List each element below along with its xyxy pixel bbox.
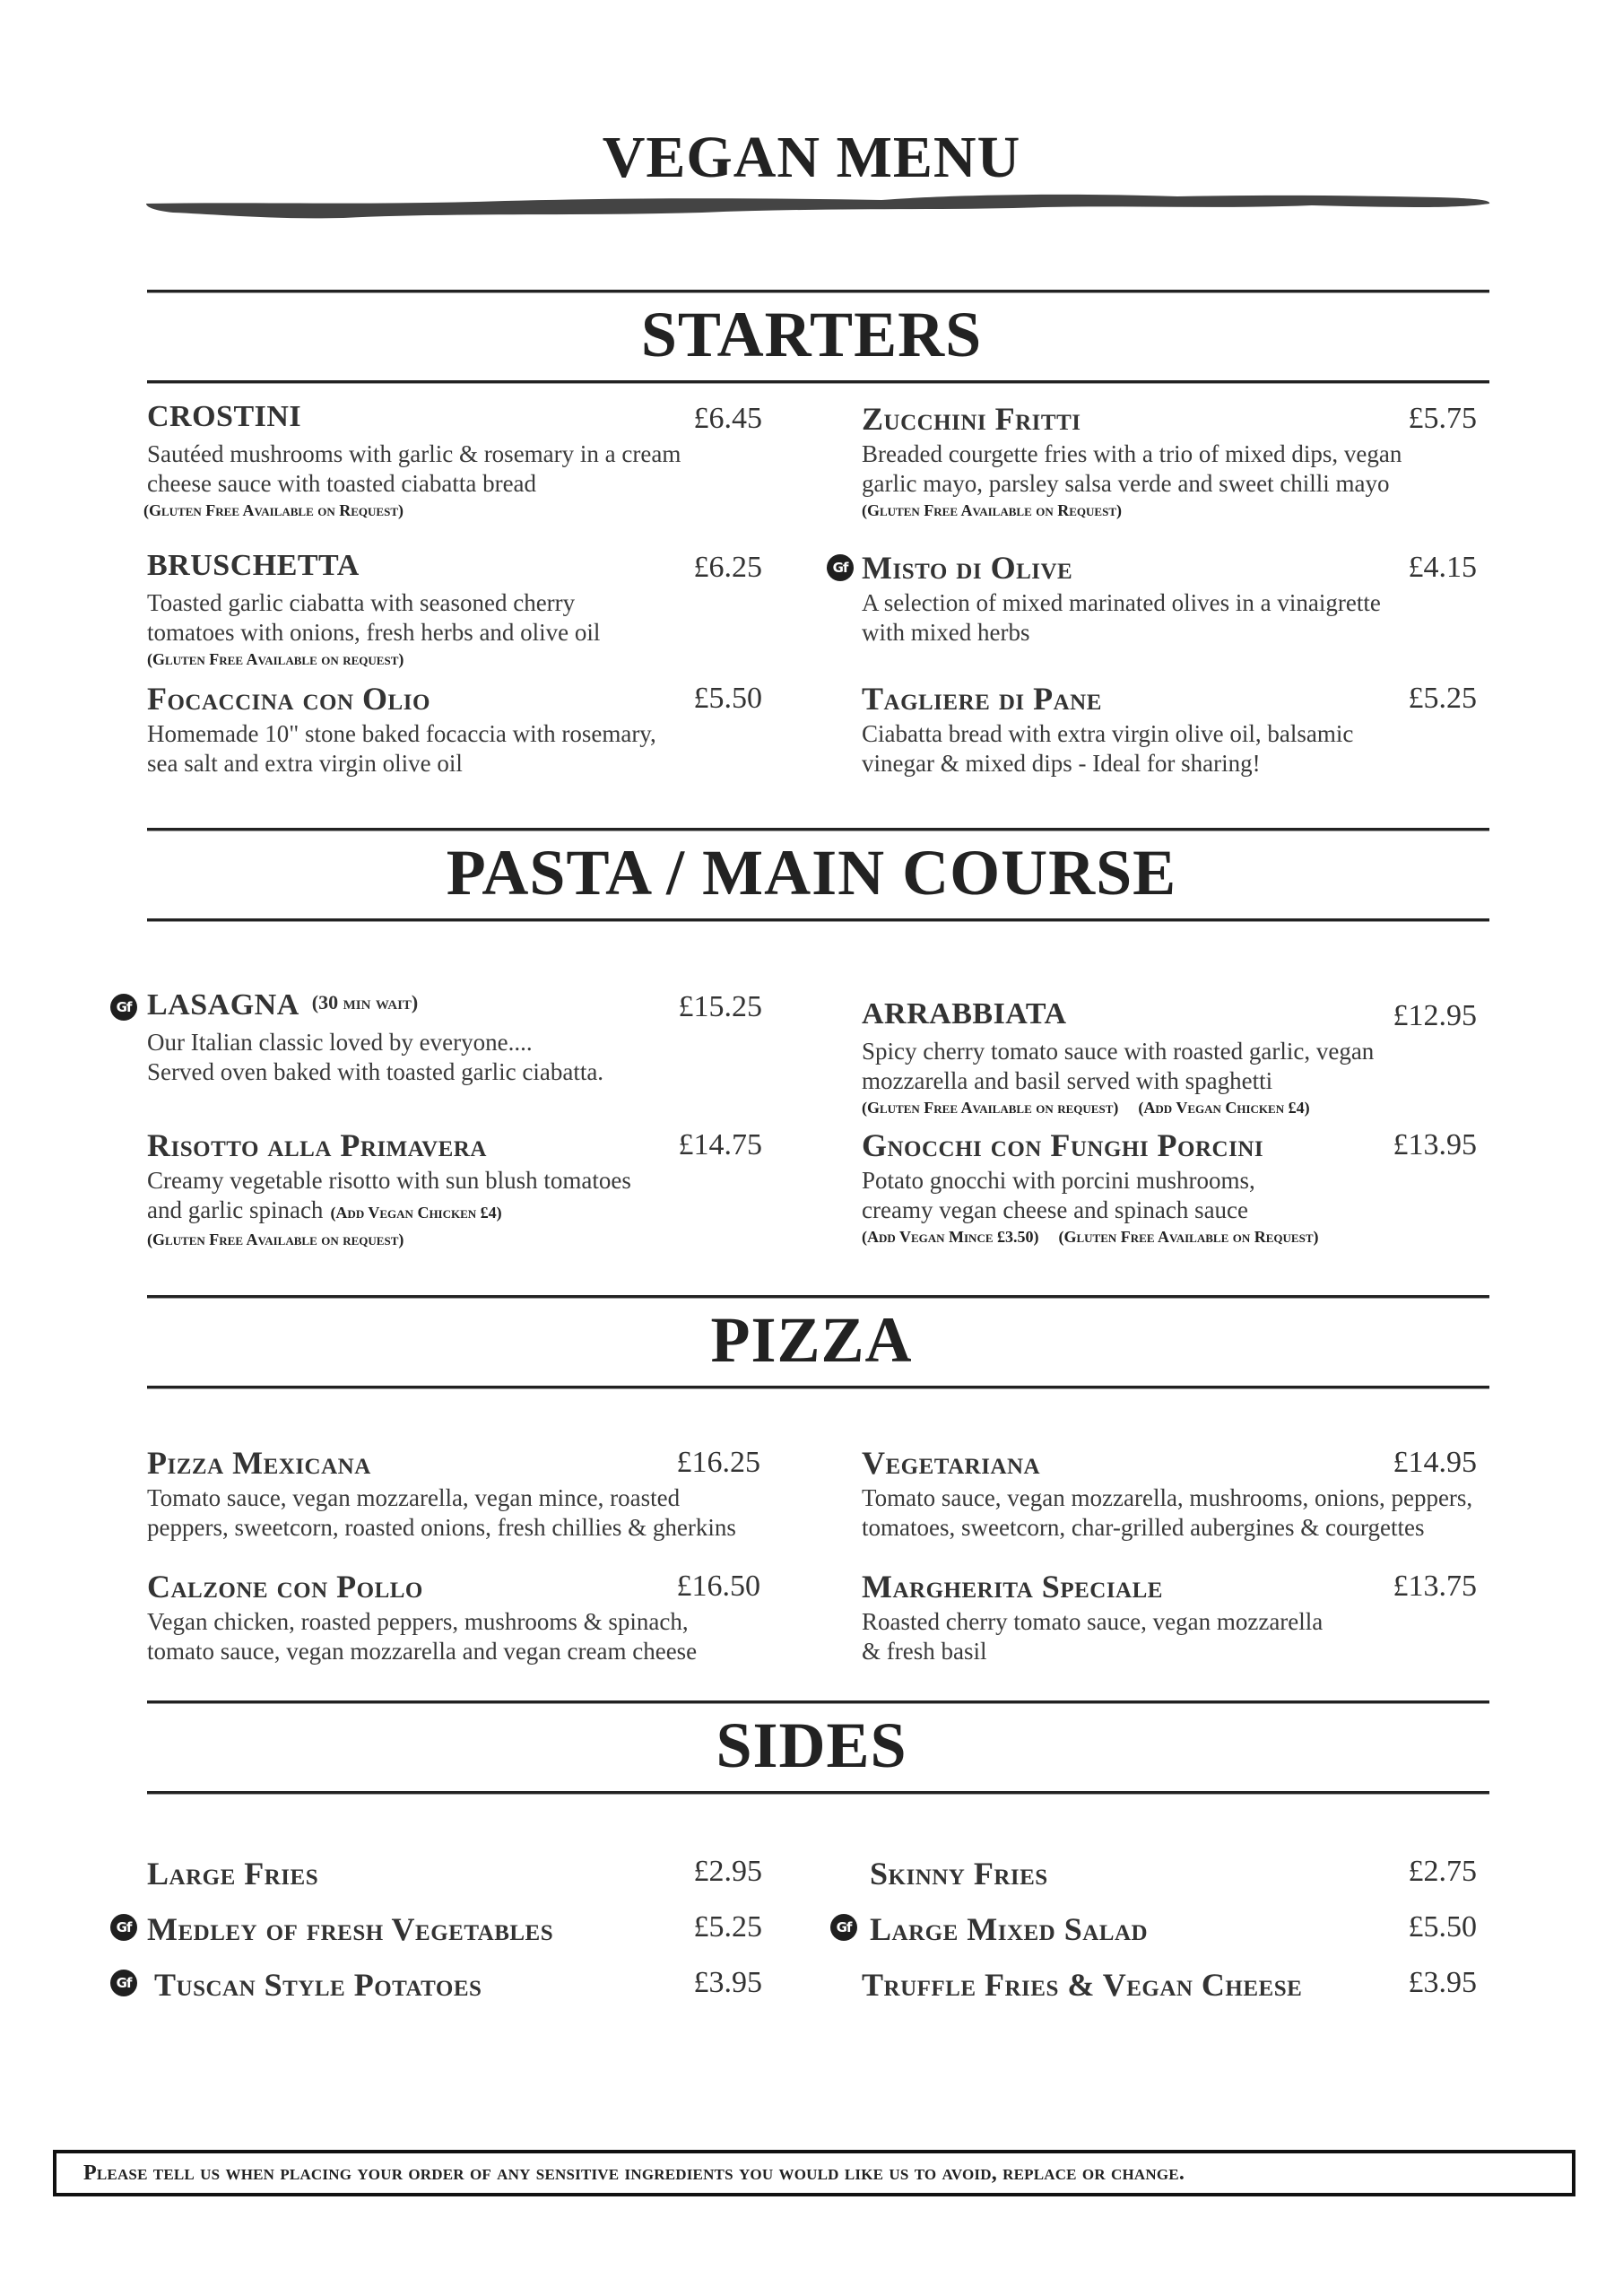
item-desc: Breaded courgette fries with a trio of mixed dips, vegan [862,440,1402,467]
item-desc: sea salt and extra virgin olive oil [147,750,463,777]
item-desc: peppers, sweetcorn, roasted onions, fresh chillies & gherkins [147,1514,736,1541]
item-name: Gnocchi con Funghi Porcini [862,1127,1264,1163]
item-price: £6.45 [693,402,762,435]
item-desc: tomatoes with onions, fresh herbs and olive oil [147,619,601,646]
section-title-sides: SIDES [716,1709,907,1781]
item-desc: Homemade 10" stone baked focaccia with rosemary, [147,720,656,747]
gluten-free-icon: Gf [110,994,137,1021]
section-rule [147,1700,1489,1704]
section-title-starters: STARTERS [640,299,983,370]
item-price: £3.95 [1408,1966,1477,1999]
side-item-truffle-fries [862,1966,1477,2007]
menu-item-bruschetta [147,549,762,671]
item-name: BRUSCHETTA [147,549,360,582]
gluten-free-note: (Gluten Free Available on request) [147,650,404,668]
menu-item-tagliere-di-pane [862,680,1477,778]
item-name: Truffle Fries & Vegan Cheese [862,1967,1303,2003]
item-name: LASAGNA [147,988,299,1022]
menu-item-gnocchi-porcini [862,1126,1477,1248]
allergy-notice-text: Please tell us when placing your order of any sensitive ingredients you would like us to avoid, replace or change. [83,2161,1185,2185]
item-price: £15.25 [678,990,762,1023]
item-price: £13.75 [1393,1570,1477,1603]
item-desc: Ciabatta bread with extra virgin olive oil, balsamic [862,720,1354,747]
gluten-free-note: (Gluten Free Available on request) [147,1231,404,1248]
item-price: £13.95 [1393,1128,1477,1161]
item-price: £2.95 [693,1855,762,1888]
item-name: Margherita Speciale [862,1569,1163,1605]
menu-item-crostini [143,400,762,522]
item-desc: with mixed herbs [862,619,1030,646]
add-vegan-chicken-note: (Add Vegan Chicken £4) [330,1204,502,1222]
allergy-notice-box [53,2150,1575,2196]
item-desc: garlic mayo, parsley salsa verde and sweet chilli mayo [862,470,1390,497]
item-name: Tuscan Style Potatoes [154,1967,482,2003]
item-name: Large Fries [147,1856,319,1892]
menu-item-vegetariana [862,1444,1477,1543]
gluten-free-note: (Gluten Free Available on Request) [1058,1228,1319,1246]
side-item-large-mixed-salad [870,1910,1477,1952]
gluten-free-icon: Gf [830,1914,857,1941]
side-item-medley-vegetables [147,1910,762,1952]
gluten-free-icon: Gf [110,1914,137,1941]
item-desc-text: and garlic spinach [147,1196,324,1223]
section-title-pasta: PASTA / MAIN COURSE [446,837,1177,909]
item-price: £16.25 [676,1446,760,1479]
item-desc: Spicy cherry tomato sauce with roasted garlic, vegan [862,1038,1375,1065]
item-name: Misto di Olive [862,550,1073,586]
menu-title: VEGAN MENU [602,125,1021,190]
side-item-tuscan-potatoes [154,1966,762,2007]
item-name: Calzone con Pollo [147,1569,423,1605]
item-desc: Creamy vegetable risotto with sun blush tomatoes [147,1167,631,1194]
item-desc: Vegan chicken, roasted peppers, mushrooms & spinach, [147,1608,689,1635]
section-rule [147,380,1489,384]
gluten-free-note: (Gluten Free Available on Request) [862,501,1122,519]
item-desc: Roasted cherry tomato sauce, vegan mozzarella [862,1608,1324,1635]
item-price: £14.95 [1393,1446,1477,1479]
menu-item-zucchini-fritti [862,400,1477,522]
brush-stroke-divider [146,193,1491,220]
item-price: £14.75 [678,1128,762,1161]
item-price: £16.50 [676,1570,760,1603]
section-rule [147,1295,1489,1299]
gluten-free-icon: Gf [827,554,854,581]
item-name: Focaccina con Olio [147,681,430,717]
section-rule [147,918,1489,922]
item-price: £5.75 [1408,402,1477,435]
item-desc: mozzarella and basil served with spaghetti [862,1067,1273,1094]
item-name: Skinny Fries [870,1856,1048,1892]
item-desc: Tomato sauce, vegan mozzarella, vegan mince, roasted [147,1484,681,1511]
item-desc: tomatoes, sweetcorn, char-grilled aubergines & courgettes [862,1514,1425,1541]
item-notes [862,1096,1477,1119]
item-desc: Tomato sauce, vegan mozzarella, mushrooms, onions, peppers, [862,1484,1473,1511]
item-price: £6.25 [693,551,762,584]
item-desc: Potato gnocchi with porcini mushrooms, [862,1167,1255,1194]
item-price: £2.75 [1408,1855,1477,1888]
item-name: Risotto alla Primavera [147,1127,487,1163]
gluten-free-note: (Gluten Free Available on request) [862,1099,1119,1117]
section-rule [147,290,1489,293]
menu-item-misto-di-olive [862,549,1477,648]
item-desc: tomato sauce, vegan mozzarella and vegan cream cheese [147,1638,698,1665]
gluten-free-note: (Gluten Free Available on Request) [143,501,404,519]
section-rule [147,1386,1489,1389]
item-desc: A selection of mixed marinated olives in a vinaigrette [862,589,1381,616]
item-price: £5.50 [693,682,762,715]
menu-item-arrabbiata [862,997,1477,1119]
item-name: Pizza Mexicana [147,1445,371,1481]
item-price: £5.25 [693,1910,762,1944]
item-price: £4.15 [1408,551,1477,584]
menu-item-lasagna [147,988,762,1087]
side-item-skinny-fries [870,1855,1477,1896]
item-name: CROSTINI [147,400,302,433]
item-price: £5.25 [1408,682,1477,715]
menu-item-margherita-speciale [862,1568,1477,1666]
item-price: £3.95 [693,1966,762,1999]
menu-item-calzone-con-pollo [147,1568,762,1666]
item-desc [147,1196,762,1228]
item-name: Tagliere di Pane [862,681,1102,717]
item-desc: Served oven baked with toasted garlic ciabatta. [147,1058,604,1085]
item-desc: creamy vegan cheese and spinach sauce [862,1196,1249,1223]
item-price: £5.50 [1408,1910,1477,1944]
item-desc: & fresh basil [862,1638,987,1665]
item-name: Large Mixed Salad [870,1911,1149,1947]
item-desc: vinegar & mixed dips - Ideal for sharing! [862,750,1261,777]
gluten-free-icon: Gf [110,1970,137,1996]
item-name: ARRABBIATA [862,997,1067,1031]
section-title-pizza: PIZZA [710,1304,913,1376]
item-desc: cheese sauce with toasted ciabatta bread [147,470,537,497]
section-rule [147,828,1489,831]
item-name: Zucchini Fritti [862,401,1081,437]
item-price: £12.95 [1393,999,1477,1032]
item-desc: Toasted garlic ciabatta with seasoned cherry [147,589,576,616]
side-item-large-fries [147,1855,762,1896]
add-vegan-mince-note: (Add Vegan Mince £3.50) [862,1228,1039,1246]
menu-item-risotto-primavera [147,1126,762,1251]
item-desc: Our Italian classic loved by everyone.... [147,1029,533,1056]
add-vegan-chicken-note: (Add Vegan Chicken £4) [1138,1099,1310,1117]
wait-time-note: (30 min wait) [311,991,419,1013]
item-notes [862,1225,1477,1248]
section-rule [147,1791,1489,1795]
item-name: Vegetariana [862,1445,1041,1481]
menu-item-pizza-mexicana [147,1444,762,1543]
item-desc: Sautéed mushrooms with garlic & rosemary in a cream [147,440,681,467]
item-name: Medley of fresh Vegetables [147,1911,554,1947]
menu-item-focaccina [147,680,762,778]
